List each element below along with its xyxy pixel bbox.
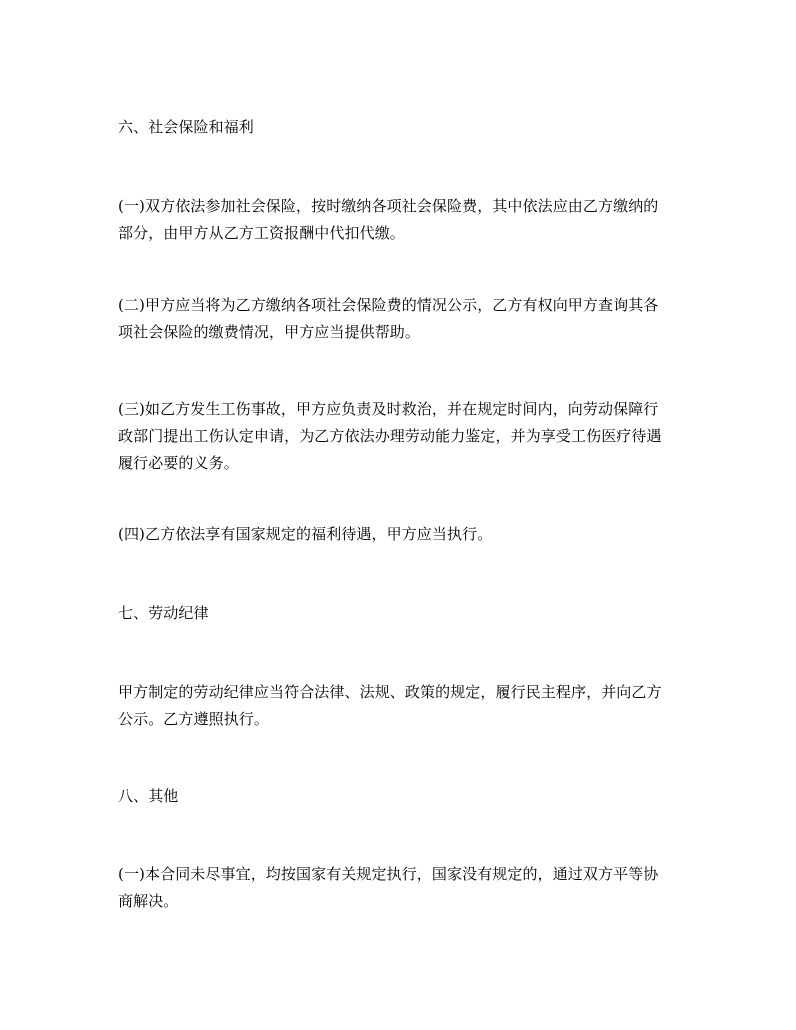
section-heading-labor-discipline <box>118 600 686 627</box>
paragraph-line: (一)双方依法参加社会保险，按时缴纳各项社会保险费，其中依法应由乙方缴纳的 <box>118 197 659 215</box>
section-heading-other <box>118 783 686 810</box>
paragraph-1-2 <box>118 292 686 346</box>
paragraph-line: (三)如乙方发生工伤事故，甲方应负责及时救治，并在规定时间内，向劳动保障行 <box>118 400 659 418</box>
heading-text: 七、劳动纪律 <box>118 604 209 622</box>
paragraph-line: (一)本合同未尽事宜，均按国家有关规定执行，国家没有规定的，通过双方平等协 <box>118 865 659 883</box>
paragraph-line: 履行必要的义务。 <box>118 454 239 472</box>
section-heading-social-insurance <box>118 114 686 141</box>
paragraph-1-3 <box>118 396 686 477</box>
paragraph-line: (四)乙方依法享有国家规定的福利待遇，甲方应当执行。 <box>118 525 493 543</box>
heading-text: 六、社会保险和福利 <box>118 118 254 136</box>
paragraph-2-1 <box>118 679 686 733</box>
paragraph-line: (二)甲方应当将为乙方缴纳各项社会保险费的情况公示，乙方有权向甲方查询其各 <box>118 296 659 314</box>
heading-text: 八、其他 <box>118 787 179 805</box>
paragraph-1-4 <box>118 521 686 548</box>
paragraph-line: 政部门提出工伤认定申请，为乙方依法办理劳动能力鉴定，并为享受工伤医疗待遇 <box>118 427 662 445</box>
paragraph-3-1 <box>118 861 686 915</box>
paragraph-line: 甲方制定的劳动纪律应当符合法律、法规、政策的规定，履行民主程序，并向乙方 <box>118 683 662 701</box>
paragraph-line: 部分，由甲方从乙方工资报酬中代扣代缴。 <box>118 224 405 242</box>
paragraph-line: 项社会保险的缴费情况，甲方应当提供帮助。 <box>118 323 421 341</box>
paragraph-1-1 <box>118 193 686 247</box>
paragraph-line: 商解决。 <box>118 892 179 910</box>
paragraph-line: 公示。乙方遵照执行。 <box>118 710 270 728</box>
